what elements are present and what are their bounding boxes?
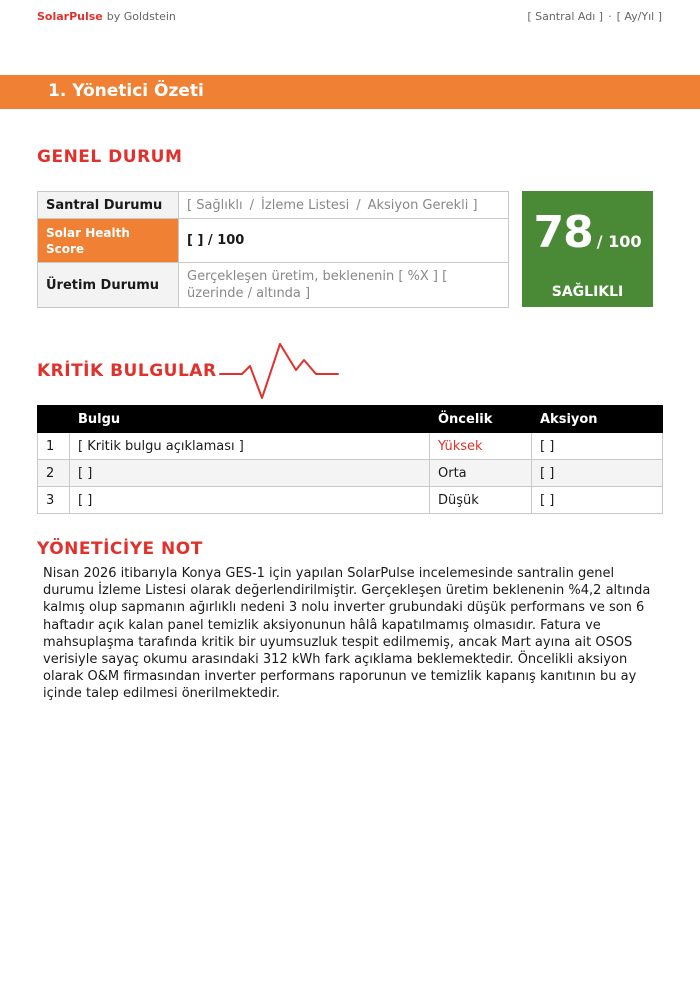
status-row-production bbox=[38, 263, 509, 308]
table-row bbox=[38, 487, 663, 514]
production-value: Gerçekleşen üretim, beklenenin [ %X ] [ üzerinde / altında ] bbox=[179, 263, 509, 308]
findings-header-row bbox=[38, 406, 663, 433]
heartbeat-pulse-icon bbox=[218, 342, 340, 402]
row-number: 3 bbox=[38, 487, 70, 514]
health-score-card bbox=[522, 191, 653, 307]
option-separator: / bbox=[356, 197, 361, 213]
status-options bbox=[179, 192, 509, 219]
col-action: Aksiyon bbox=[532, 406, 663, 433]
status-row-score bbox=[38, 219, 509, 263]
section-title: 1. Yönetici Özeti bbox=[48, 81, 204, 101]
status-label: Santral Durumu bbox=[38, 192, 179, 219]
period-placeholder: [ Ay/Yıl ] bbox=[616, 10, 662, 23]
row-number: 1 bbox=[38, 433, 70, 460]
action-text: [ ] bbox=[532, 433, 663, 460]
score-number bbox=[522, 207, 653, 258]
section-banner bbox=[0, 75, 700, 109]
score-denominator: / 100 bbox=[596, 232, 642, 251]
status-label: Üretim Durumu bbox=[38, 263, 179, 308]
col-finding: Bulgu bbox=[70, 406, 430, 433]
score-status-label: SAĞLIKLI bbox=[551, 284, 624, 300]
finding-text: [ Kritik bulgu açıklaması ] bbox=[70, 433, 430, 460]
findings-table bbox=[37, 405, 663, 514]
plant-name-placeholder: [ Santral Adı ] bbox=[527, 10, 604, 23]
priority-medium: Orta bbox=[430, 460, 532, 487]
col-no bbox=[38, 406, 70, 433]
general-status-table bbox=[37, 191, 509, 308]
page-header bbox=[37, 10, 662, 26]
status-option-healthy: [ Sağlıklı bbox=[187, 197, 243, 213]
manager-note-heading: YÖNETİCİYE NOT bbox=[37, 539, 203, 559]
action-text: [ ] bbox=[532, 460, 663, 487]
score-big: 78 bbox=[533, 207, 593, 258]
brand-byline: by Goldstein bbox=[106, 10, 176, 23]
brand bbox=[37, 10, 176, 23]
table-row bbox=[38, 460, 663, 487]
status-option-action: Aksiyon Gerekli ] bbox=[367, 197, 478, 213]
header-separator: · bbox=[608, 10, 612, 23]
priority-low: Düşük bbox=[430, 487, 532, 514]
priority-high: Yüksek bbox=[430, 433, 532, 460]
status-label: Solar Health Score bbox=[38, 219, 179, 263]
finding-text: [ ] bbox=[70, 460, 430, 487]
critical-findings-heading: KRİTİK BULGULAR bbox=[37, 361, 217, 381]
header-meta bbox=[527, 10, 662, 23]
option-separator: / bbox=[249, 197, 255, 213]
status-row-plant bbox=[38, 192, 509, 219]
score-value: [ ] / 100 bbox=[179, 219, 509, 263]
finding-text: [ ] bbox=[70, 487, 430, 514]
col-priority: Öncelik bbox=[430, 406, 532, 433]
table-row bbox=[38, 433, 663, 460]
action-text: [ ] bbox=[532, 487, 663, 514]
manager-note-text: Nisan 2026 itibarıyla Konya GES-1 için yapılan SolarPulse incelemesinde santralin genel durumu İzleme Listesi olarak değerlendirilmiştir. Gerçekleşen üretim beklenenin %4,2 altında kalmış olup sapmanın ağırlıklı nedeni 3 nolu inverter grubundaki düşük performans ve son 6 haftadır açık kalan panel temizlik aksiyonunun hâlâ kapatılmamış olmasıdır. Fatura ve mahsuplaşma tarafında kritik bir uyumsuzluk tespit edilmemiş, ancak Mart ayına ait OSOS verisiyle sayaç okumu arasındaki 312 kWh fark açıklama beklemektedir. Öncelikli aksiyon olarak O&M firmasından inverter performans raporunun ve temizlik kapanış kanıtının bu ay içinde talep edilmesi önerilmektedir. bbox=[43, 566, 651, 702]
status-option-watchlist: İzleme Listesi bbox=[261, 197, 350, 213]
row-number: 2 bbox=[38, 460, 70, 487]
brand-name: SolarPulse bbox=[37, 10, 103, 23]
general-status-heading: GENEL DURUM bbox=[37, 147, 183, 167]
